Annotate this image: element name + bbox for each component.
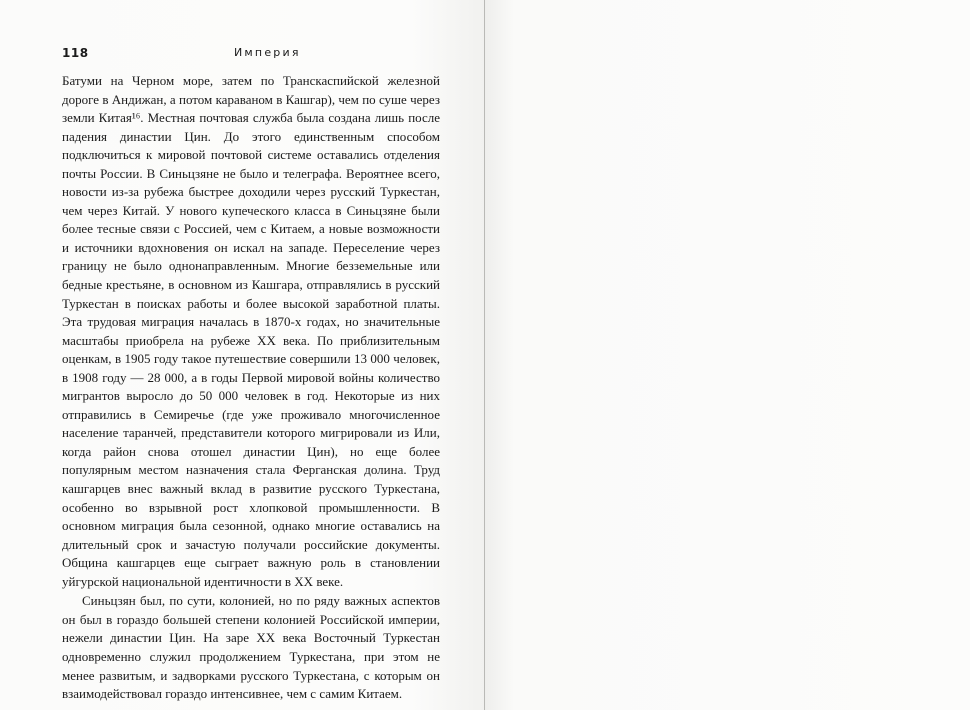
left-body-text (62, 72, 440, 704)
left-running-head (62, 46, 442, 66)
right-page (485, 0, 970, 710)
left-page-number: 118 (62, 46, 89, 60)
running-title: Империя (234, 46, 301, 59)
left-paragraph: Синьцзян был, по сути, колонией, но по ряду важных аспектов он был в гораздо большей степени колонией Российской империи, нежели династии Цин. На заре XX века Восточный Туркестан одновременно служил продолжением Туркестана, при этом не менее развитым, и задворками русского Туркестана, с которым он взаимодействовал гораздо интенсивнее, чем с самим Китаем. (62, 593, 440, 702)
left-paragraph: Батуми на Черном море, затем по Транскаспийской железной дороге в Андижан, а потом караваном в Кашгар), чем по суше через земли Китая¹⁶. Местная почтовая служба была создана лишь после падения династии Цин. До этого единственным способом подключиться к мировой почтовой системе оставались отделения почты России. В Синьцзяне не было и телеграфа. Вероятнее всего, новости из-за рубежа быстрее доходили через русский Туркестан, чем через Китай. У нового купеческого класса в Синьцзяне были более тесные связи с Россией, чем с Китаем, а новые возможности и источники вдохновения он искал на западе. Переселение через границу не было однонаправленным. Многие безземельные или бедные крестьяне, в основном из Кашгара, отправлялись в русский Туркестан в поисках работы и более высокой заработной платы. Эта трудовая миграция началась в 1870-х годах, но значительные масштабы приобрела на рубеже XX века. По приблизительным оценкам, в 1905 году такое путешествие совершили 13 000 человек, в 1908 году — 28 000, а в годы Первой мировой войны количество мигрантов выросло до 50 000 человек в год. Некоторые из них отправились в Семиречье (где уже проживало многочисленное население таранчей, представители которого мигрировали из Или, когда район снова отошел династии Цин), но еще более популярным местом назначения стала Ферганская долина. Труд кашгарцев внес важный вклад в развитие русского Туркестана, особенно во взрывной рост хлопковой промышленности. В основном миграция была сезонной, однако многие оставались на длительный срок и зачастую получали российские документы. Община кашгарцев еще сыграет важную роль в становлении уйгурской национальной идентичности в XX веке. (62, 73, 440, 589)
left-page (0, 0, 484, 710)
